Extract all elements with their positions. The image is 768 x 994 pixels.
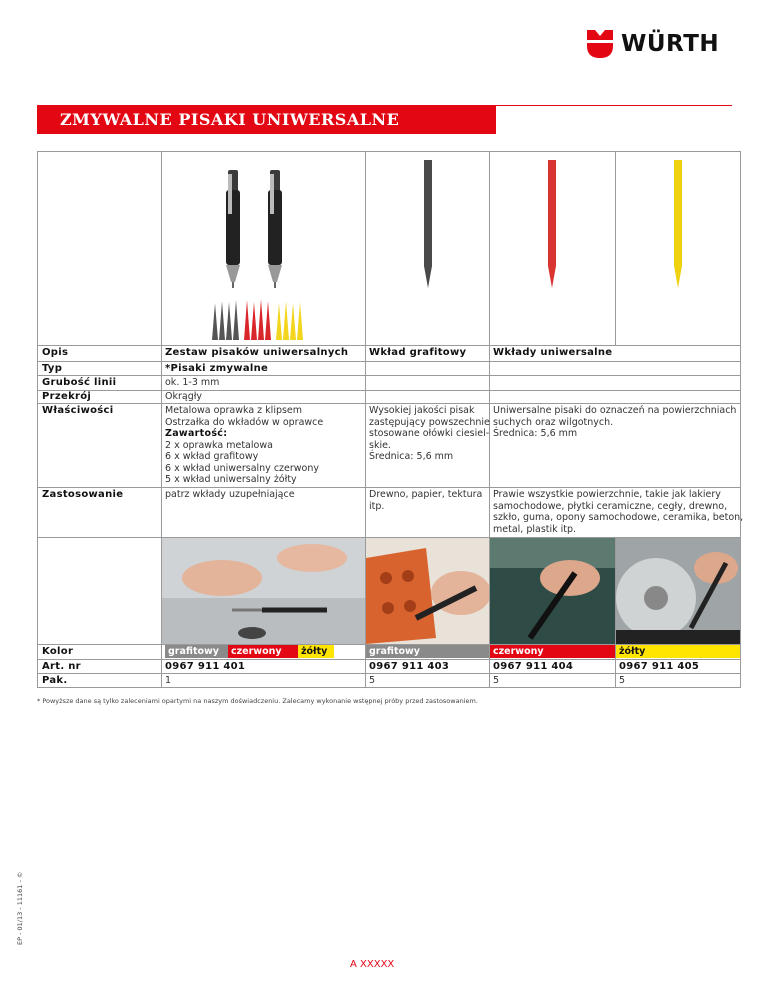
pack-qty: 5 (619, 675, 626, 686)
wurth-emblem-icon (587, 30, 613, 58)
brand-name: WÜRTH (621, 31, 720, 57)
przekroj-value: Okrągły (165, 391, 203, 402)
document-code: EP - 01/13 - 11161 - © (16, 871, 24, 945)
zastosowanie-line: itp. (369, 500, 385, 512)
zastosowanie-graphite (369, 489, 482, 512)
wlasciwosci-line: suchych oraz wilgotnych. (493, 416, 614, 428)
art-number: 0967 911 405 (619, 661, 700, 672)
wurth-logo (587, 30, 719, 58)
wlasciwosci-universal (493, 405, 736, 440)
row-divider (37, 390, 741, 391)
yellow-refill-image (668, 158, 688, 290)
label-wlasciwosci: Właściwości (42, 405, 114, 416)
catalog-code: A XXXXX (350, 959, 395, 970)
marker-set-image (200, 160, 320, 345)
label-opis: Opis (42, 347, 69, 358)
wlasciwosci-line: Ostrzałka do wkładów w oprawce (165, 416, 324, 428)
wlasciwosci-graphite (369, 405, 490, 463)
row-divider (37, 673, 741, 674)
wlasciwosci-heading: Zawartość: (165, 428, 228, 439)
wlasciwosci-line: Wysokiej jakości pisak (369, 405, 475, 416)
label-pak: Pak. (42, 675, 68, 686)
application-photo-brick (366, 538, 489, 644)
wlasciwosci-line: Metalowa oprawka z klipsem (165, 405, 303, 416)
zastosowanie-universal (493, 489, 743, 535)
wlasciwosci-line: 5 x wkład uniwersalny żółty (165, 474, 297, 485)
wlasciwosci-line: 6 x wkład grafitowy (165, 451, 259, 462)
opis-universal: Wkłady uniwersalne (493, 347, 613, 358)
row-divider (37, 487, 741, 488)
wlasciwosci-line: Średnica: 5,6 mm (493, 428, 578, 439)
row-divider (37, 345, 741, 346)
page-title: ZMYWALNE PISAKI UNIWERSALNE (60, 110, 400, 129)
opis-graphite: Wkład grafitowy (369, 347, 467, 358)
label-typ: Typ (42, 363, 63, 374)
color-chip-graphite: grafitowy (165, 645, 228, 658)
art-number: 0967 911 401 (165, 661, 246, 672)
wlasciwosci-line: 6 x wkład uniwersalny czerwony (165, 462, 320, 474)
color-chip-yellow: żółty (298, 645, 334, 658)
label-zastosowanie: Zastosowanie (42, 489, 124, 500)
pack-qty: 5 (493, 675, 500, 686)
color-chip-yellow: żółty (616, 645, 740, 658)
zastosowanie-line: metal, plastik itp. (493, 523, 577, 535)
zastosowanie-line: szkło, guma, opony samochodowe, ceramika, beton, (493, 512, 744, 523)
wlasciwosci-line: skie. (369, 439, 391, 451)
row-divider (37, 403, 741, 404)
label-art: Art. nr (42, 661, 81, 672)
pack-qty: 5 (369, 675, 376, 686)
application-photo-metal (490, 538, 615, 644)
row-divider (37, 659, 741, 660)
zastosowanie-line: samochodowe, płytki ceramiczne, cegły, drewno, (493, 500, 728, 512)
opis-set: Zestaw pisaków uniwersalnych (165, 347, 349, 358)
zastosowanie-line: Prawie wszystkie powierzchnie, takie jak lakiery (493, 489, 721, 500)
graphite-refill-image (418, 158, 438, 290)
color-chip-graphite: grafitowy (366, 645, 489, 658)
pack-qty: 1 (165, 675, 172, 686)
label-grubosc: Grubość linii (42, 377, 117, 388)
label-kolor: Kolor (42, 646, 74, 657)
wlasciwosci-set (165, 405, 323, 486)
wlasciwosci-line: zastępujący powszechnie (369, 416, 490, 428)
grubosc-value: ok. 1-3 mm (165, 377, 220, 388)
application-photo-drawing (162, 538, 365, 644)
zastosowanie-set: patrz wkłady uzupełniające (165, 489, 295, 500)
wlasciwosci-line: Uniwersalne pisaki do oznaczeń na powierzchniach (493, 405, 737, 416)
art-number: 0967 911 404 (493, 661, 574, 672)
wlasciwosci-line: 2 x oprawka metalowa (165, 439, 273, 451)
color-chip-red: czerwony (228, 645, 298, 658)
label-przekroj: Przekrój (42, 391, 92, 402)
zastosowanie-line: Drewno, papier, tektura (369, 489, 483, 500)
wlasciwosci-line: Średnica: 5,6 mm (369, 451, 454, 462)
wlasciwosci-line: stosowane ołówki ciesiel- (369, 428, 490, 439)
red-refill-image (542, 158, 562, 290)
art-number: 0967 911 403 (369, 661, 450, 672)
footnote: * Powyższe dane są tylko zaleceniami opartymi na naszym doświadczeniu. Zalecamy wykonanie wstępnej próby przed zastosowaniem. (37, 697, 478, 705)
row-divider (37, 361, 741, 362)
row-divider (37, 375, 741, 376)
typ-value: *Pisaki zmywalne (165, 363, 269, 374)
color-chip-red: czerwony (490, 645, 615, 658)
column-divider (615, 151, 616, 345)
application-photo-tyre (616, 538, 740, 644)
